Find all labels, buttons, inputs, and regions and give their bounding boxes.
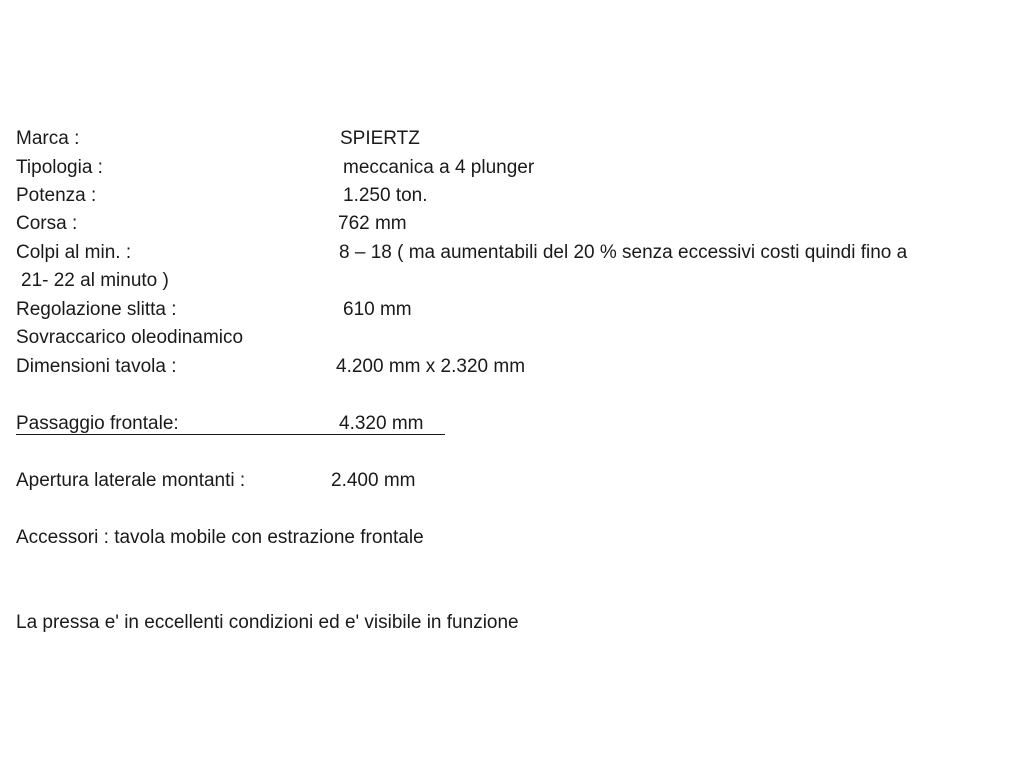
corsa-value: 762 mm [338,213,407,234]
colpi-value-continuation: 21- 22 al minuto ) [21,270,169,291]
accessori-line: Accessori : tavola mobile con estrazione frontale [16,527,424,548]
corsa-label: Corsa : [16,213,78,234]
regolazione-label: Regolazione slitta : [16,299,177,320]
tipologia-value: meccanica a 4 plunger [343,157,535,178]
regolazione-value: 610 mm [343,299,412,320]
marca-value: SPIERTZ [340,128,420,149]
passaggio-value: 4.320 mm [339,413,424,434]
apertura-label: Apertura laterale montanti : [16,470,246,491]
dimensioni-value: 4.200 mm x 2.320 mm [336,356,526,377]
apertura-value: 2.400 mm [331,470,416,491]
marca-label: Marca : [16,128,80,149]
potenza-label: Potenza : [16,185,97,206]
condition-note: La pressa e' in eccellenti condizioni ed e' visibile in funzione [16,612,519,633]
dimensioni-label: Dimensioni tavola : [16,356,177,377]
potenza-value: 1.250 ton. [343,185,428,206]
tipologia-label: Tipologia : [16,157,103,178]
sovraccarico-label: Sovraccarico oleodinamico [16,327,244,348]
passaggio-underline [16,434,445,435]
colpi-label: Colpi al min. : [16,242,132,263]
passaggio-label: Passaggio frontale: [16,413,179,434]
colpi-value: 8 – 18 ( ma aumentabili del 20 % senza eccessivi costi quindi fino a [339,242,908,263]
